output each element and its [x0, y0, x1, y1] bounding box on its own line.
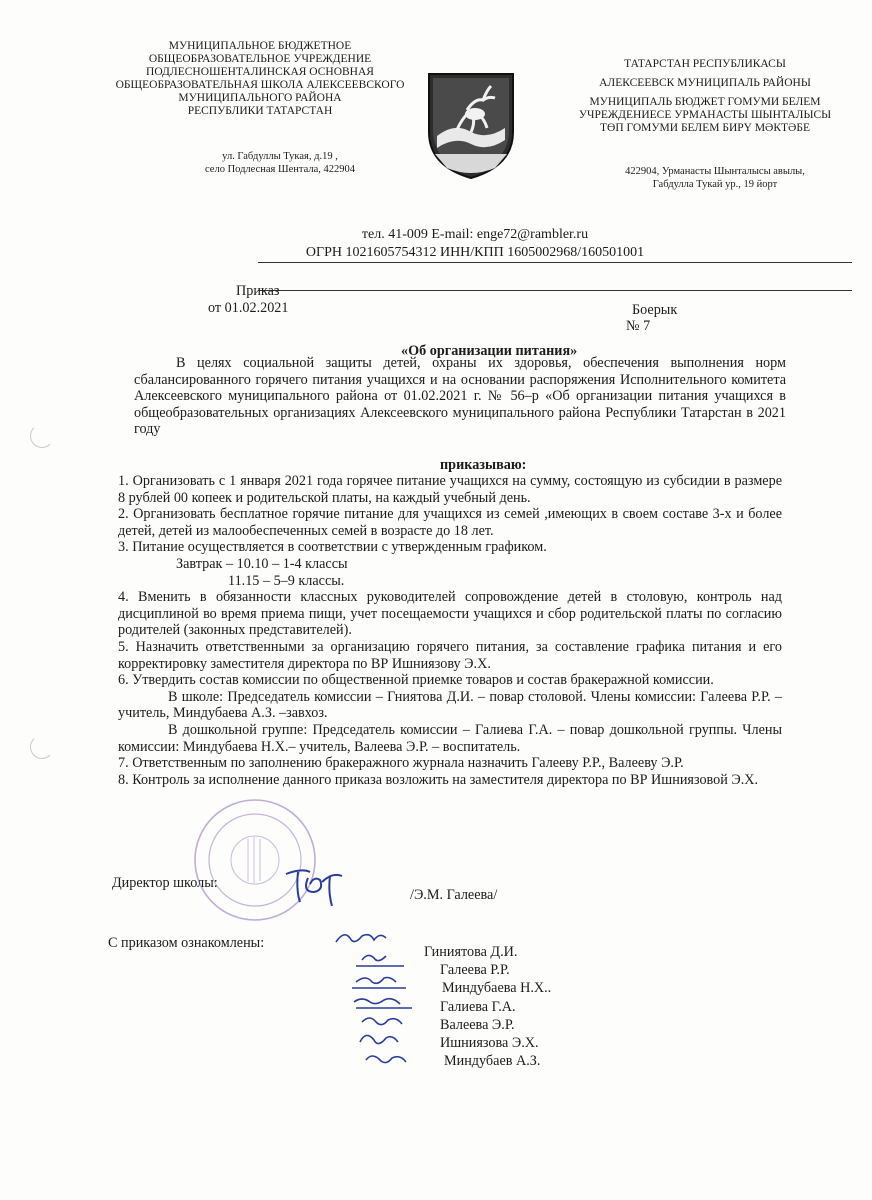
- binder-hole-mark-top: [30, 424, 54, 448]
- decree-word: приказываю:: [440, 457, 527, 473]
- acquainted-name-1: Гиниятова Д.И.: [424, 944, 518, 960]
- staff-signatures: [326, 926, 436, 1076]
- header-right: [570, 58, 840, 135]
- item-5: 5. Назначить ответственными за организацию горячего питания, за составление графика питания и его корректировку заместителя директора по ВР Ишниязову Э.Х.: [118, 638, 782, 672]
- order-number: № 7: [626, 318, 651, 334]
- acquainted-name-3: Миндубаева Н.Х..: [442, 980, 552, 997]
- director-name: /Э.М. Галеева/: [410, 887, 498, 903]
- order-date: от 01.02.2021: [208, 300, 289, 316]
- header-right-line-4: УЧРЕЖДЕНИЕСЕ УРМАНАСТЫ ШЫНТАЛЫСЫ: [578, 109, 832, 121]
- contacts-phone-email: тел. 41-009 E-mail: enge72@rambler.ru: [361, 227, 589, 242]
- binder-hole-mark-bottom: [30, 735, 54, 759]
- coat-of-arms-emblem: [425, 70, 517, 182]
- header-left-line-3: ПОДЛЕСНОШЕНТАЛИНСКАЯ ОСНОВНАЯ: [146, 66, 374, 78]
- schedule-breakfast-2: 11.15 – 5–9 классы.: [228, 572, 345, 589]
- acquainted-list: [424, 943, 551, 1070]
- item-7: 7. Ответственным по заполнению бракеражного журнала назначить Галееву Р.Р., Валееву Э.Р.: [118, 755, 684, 772]
- acquainted-name-4: Галиева Г.А.: [440, 998, 516, 1015]
- header-right-line-5: ТӨП ГОМУМИ БЕЛЕМ БИРҮ МӘКТӘБЕ: [600, 122, 810, 134]
- director-title: Директор школы:: [112, 875, 218, 891]
- commission-preschool: В дошкольной группе: Председатель комиссии – Галиева Г.А. – повар дошкольной группы. Члены комиссии: Миндубаева Н.Х.– учитель, Валеева Э.Р. – воспитатель.: [118, 721, 782, 755]
- item-1: 1. Организовать с 1 января 2021 года горячее питание учащихся на сумму, состоящую из субсидии в размере 8 рублей 00 копеек и родительской платы, на каждый учебный день.: [118, 473, 782, 506]
- header-right-line-1: ТАТАРСТАН РЕСПУБЛИКАСЫ: [624, 58, 786, 70]
- order-label-tatar: Боерык: [632, 302, 678, 318]
- header-left: [110, 40, 410, 118]
- director-signature: [280, 862, 350, 912]
- header-left-line-1: МУНИЦИПАЛЬНОЕ БЮДЖЕТНОЕ: [168, 40, 352, 52]
- address-right-line-1: 422904, Урманасты Шынталысы авылы,: [625, 166, 805, 177]
- order-items: [118, 473, 782, 788]
- item-8: 8. Контроль за исполнение данного приказа возложить на заместителя директора по ВР Ишниязовой Э.Х.: [118, 771, 759, 788]
- acquainted-name-7: Миндубаев А.З.: [444, 1053, 541, 1070]
- preamble-part-1: В целях социальной защиты детей, охраны их здоровья, обеспечения выполнения норм сбалансированного горячего питания учащихся и на основании распоряжения Исполнительного комитета Алексеевского муниципального района от 01.02.2021 г. № 56–р «Об организации питания учащихся в общеобразовательных организациях Алексеевского муниципального района Республики Татарстан в 2021 году: [134, 355, 786, 438]
- header-left-address: [170, 150, 390, 176]
- header-right-line-2: АЛЕКСЕЕВСК МУНИЦИПАЛЬ РАЙОНЫ: [599, 77, 811, 89]
- header-left-line-4: ОБЩЕОБРАЗОВАТЕЛЬНАЯ ШКОЛА АЛЕКСЕЕВСКОГО: [115, 79, 405, 91]
- schedule-breakfast: Завтрак – 10.10 – 1-4 классы: [176, 555, 348, 572]
- header-left-line-5: МУНИЦИПАЛЬНОГО РАЙОНА: [178, 92, 342, 104]
- header-divider-2: [258, 290, 852, 291]
- item-3: 3. Питание осуществляется в соответствии с утвержденным графиком.: [118, 539, 547, 556]
- preamble-text: [134, 355, 786, 438]
- contacts-block: [250, 226, 700, 262]
- item-6: 6. Утвердить состав комиссии по общественной приемке товаров и состав бракеражной комиссии.: [118, 672, 714, 689]
- header-right-address: [600, 165, 830, 191]
- order-subject: «Об организации питания»: [401, 343, 578, 359]
- item-4: 4. Вменить в обязанности классных руководителей сопровождение детей в столовую, контроль над дисциплиной во время приема пищи, учет посещаемости учащихся и сбор родительской платы по согласию родителей (законных представителей).: [118, 589, 782, 639]
- order-label: Приказ: [236, 283, 280, 299]
- item-2: 2. Организовать бесплатное горячие питание для учащихся из семей ,имеющих в своем составе 3-х и более детей, детей из малообеспеченных семей в возрасте до 18 лет.: [118, 506, 782, 539]
- commission-school: В школе: Председатель комиссии – Гниятова Д.И. – повар столовой. Члены комиссии: Галеева Р.Р. – учитель, Миндубаева А.З. –завхоз.: [118, 688, 782, 722]
- acquainted-name-5: Валеева Э.Р.: [440, 1016, 515, 1033]
- address-left-line-1: ул. Габдуллы Тукая, д.19 ,: [222, 151, 338, 162]
- header-left-line-2: ОБЩЕОБРАЗОВАТЕЛЬНОЕ УЧРЕЖДЕНИЕ: [148, 53, 372, 65]
- acquainted-name-2: Галеева Р.Р.: [440, 962, 510, 979]
- contacts-ogrn-inn: ОГРН 1021605754312 ИНН/КПП 1605002968/160501001: [305, 245, 645, 260]
- header-left-line-6: РЕСПУБЛИКИ ТАТАРСТАН: [187, 105, 333, 117]
- acquainted-label: С приказом ознакомлены:: [108, 935, 265, 951]
- address-left-line-2: село Подлесная Шентала, 422904: [205, 164, 355, 175]
- acquainted-name-6: Ишниязова Э.Х.: [440, 1035, 539, 1052]
- header-divider-1: [258, 262, 852, 263]
- address-right-line-2: Габдулла Тукай ур., 19 йорт: [652, 179, 778, 190]
- header-right-line-3: МУНИЦИПАЛЬ БЮДЖЕТ ГОМУМИ БЕЛЕМ: [589, 96, 821, 108]
